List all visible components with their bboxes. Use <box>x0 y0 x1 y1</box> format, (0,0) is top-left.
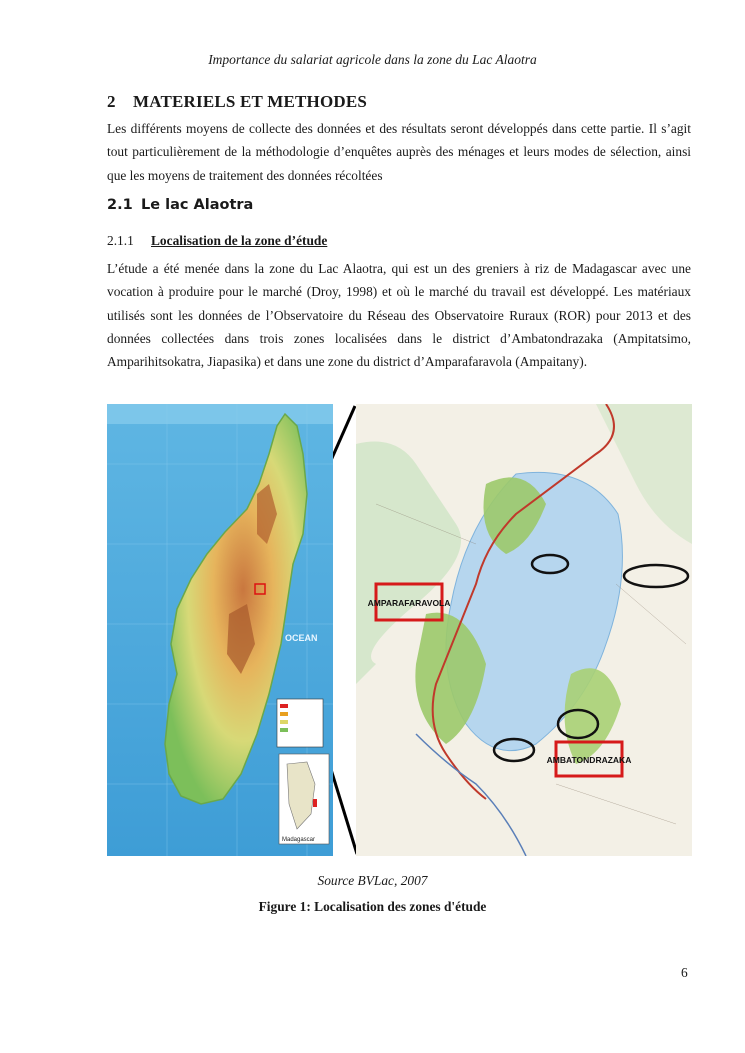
subsubsection-title: Localisation de la zone d’étude <box>151 233 328 248</box>
running-header: Importance du salariat agricole dans la zone du Lac Alaotra <box>208 52 537 67</box>
figure-caption: Figure 1: Localisation des zones d'étude <box>258 899 487 914</box>
label-ambatondrazaka: AMBATONDRAZAKA <box>546 755 632 765</box>
subsection-heading <box>107 197 253 213</box>
label-amparafaravola: AMPARAFARAVOLA <box>367 598 451 608</box>
section-number: 2 <box>107 92 116 111</box>
ocean-label: OCEAN <box>285 633 318 643</box>
subsection-number: 2.1 <box>107 197 133 213</box>
figure-source: Source BVLac, 2007 <box>317 873 428 888</box>
inset-label: Madagascar <box>282 837 316 843</box>
subsubsection-heading <box>107 233 327 249</box>
subsection-title: Le lac Alaotra <box>141 197 254 213</box>
lac-alaotra-map <box>356 404 692 856</box>
madagascar-map <box>107 404 333 856</box>
section-title: MATERIELS ET METHODES <box>133 92 368 111</box>
page-number: 6 <box>681 965 688 980</box>
section-paragraph: Les différents moyens de collecte des données et des résultats seront développés dans cette partie. Il s’agit tout particulièrement de la méthodologie d’enquêtes auprès des ménages et leurs modes de sélection, ainsi que les moyens de traitement des données récoltées <box>107 121 691 183</box>
subsubsection-number: 2.1.1 <box>107 233 134 248</box>
section-heading <box>107 92 367 112</box>
subsubsection-paragraph: L’étude a été menée dans la zone du Lac Alaotra, qui est un des greniers à riz de Madagascar avec une vocation à produire pour le marché (Droy, 1998) et où le marché du travail est développé. Les matériaux utilisés sont les données de l’Observatoire du Réseau des Observatoire Ruraux (ROR) pour 2013 et des données collectées dans trois zones localisées dans le district d’Ambatondrazaka (Ampitatsimo, Amparihitsokatra, Jiapasika) et dans une zone du district d’Amparafaravola (Ampaitany). <box>107 261 691 370</box>
figure-maps <box>107 404 692 856</box>
